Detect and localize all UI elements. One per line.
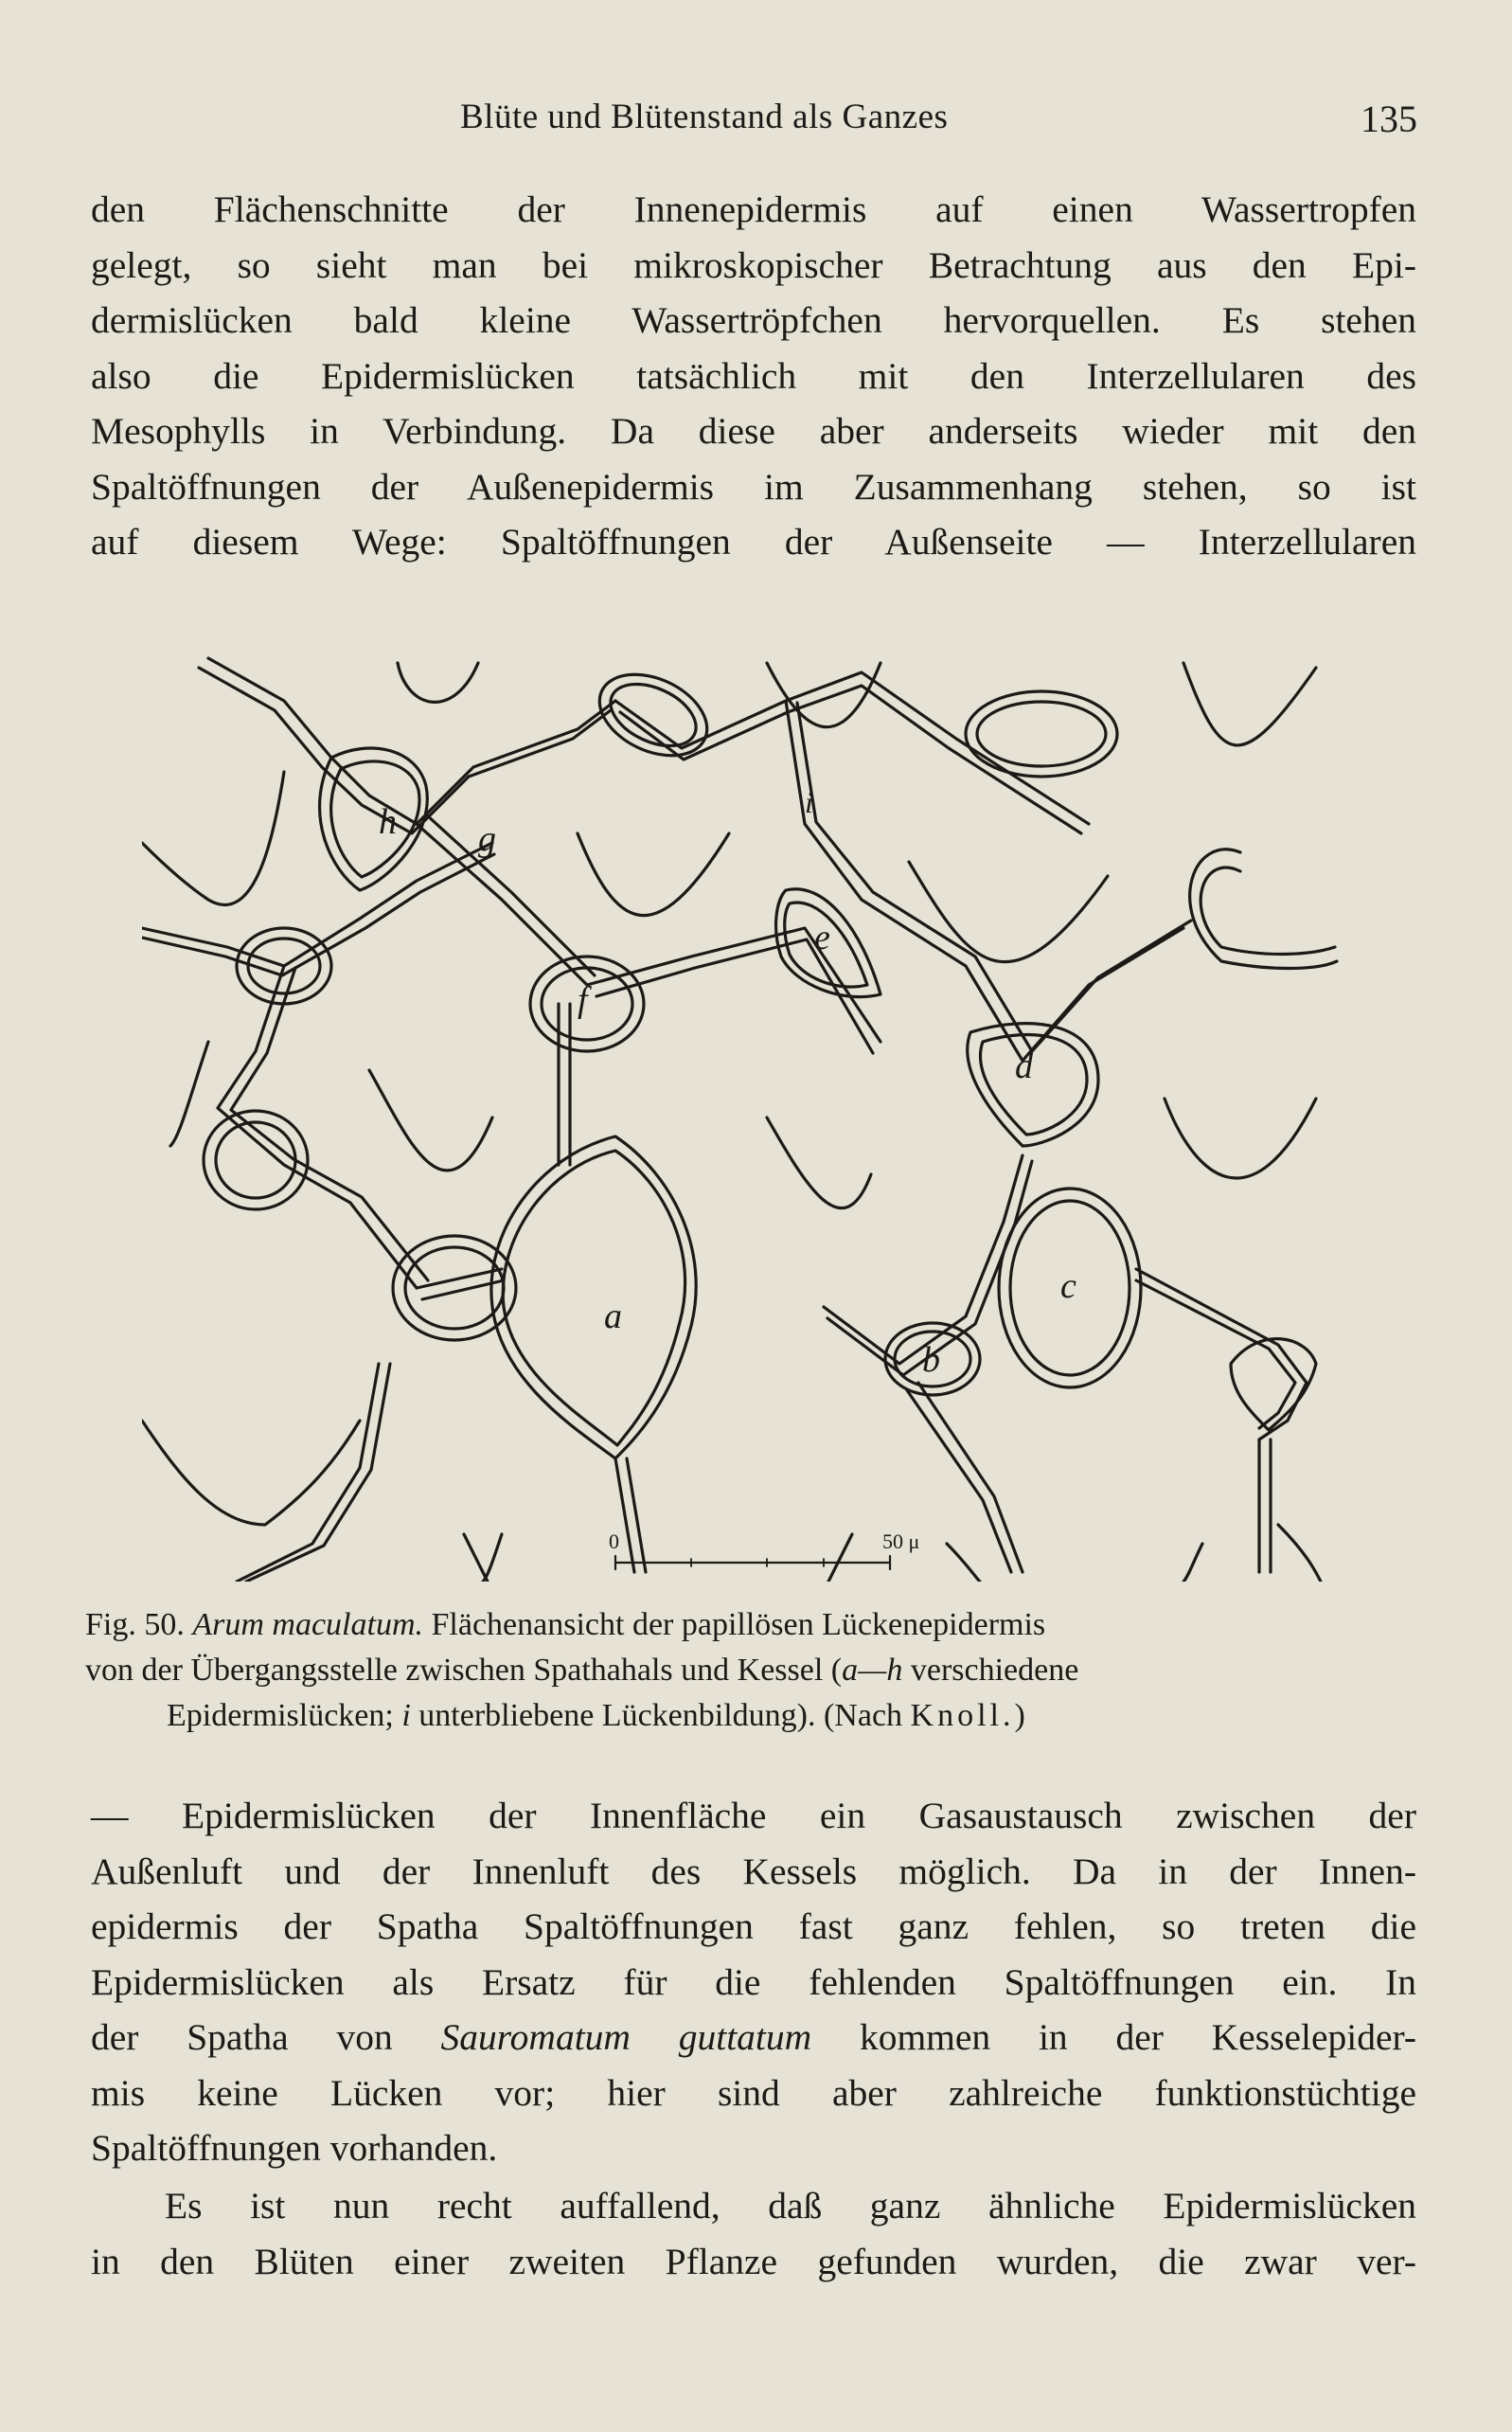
text-fragment: kommen in der Kesselepider- (859, 2016, 1417, 2058)
caption-line-1 (85, 1602, 1420, 1648)
caption-text: Epidermislücken; (167, 1698, 394, 1733)
text-line: gelegt, so sieht man bei mikroskopischer Betrachtung aus den Epi- (91, 243, 1416, 286)
species-name: Arum maculatum. (192, 1607, 424, 1642)
text-line: also die Epidermislücken tatsächlich mit den Interzellularen des (91, 354, 1416, 397)
figure-caption (85, 1602, 1420, 1739)
text-line: den Flächenschnitte der Innenepidermis auf einen Wassertropfen (91, 188, 1416, 230)
label-h: h (379, 802, 397, 842)
text-fragment: der Spatha von (91, 2016, 393, 2058)
paragraph-bottom (91, 1788, 1416, 2176)
text-line: Epidermislücken als Ersatz für die fehlenden Spaltöffnungen ein. In (91, 1960, 1416, 2003)
epidermal-gaps (204, 658, 1337, 1458)
page-header (0, 97, 1512, 153)
label-a: a (604, 1296, 622, 1336)
text-line: Spaltöffnungen der Außenepidermis im Zusammenhang stehen, so ist (91, 465, 1416, 508)
caption-text: unterbliebene Lückenbildung). (Nach (418, 1698, 903, 1733)
page-number: 135 (1361, 98, 1417, 140)
caption-range: a—h (842, 1653, 903, 1688)
caption-line-2 (85, 1648, 1420, 1693)
epidermis-illustration (142, 644, 1344, 1582)
text-line: Mesophylls in Verbindung. Da diese aber anderseits wieder mit den (91, 410, 1416, 452)
running-title: Blüte und Blütenstand als Ganzes (460, 98, 949, 136)
scale-end: 50 μ (882, 1529, 920, 1553)
label-g: g (478, 819, 496, 859)
text-line: auf diesem Wege: Spaltöffnungen der Außenseite — Interzellularen (91, 521, 1416, 563)
label-i: i (805, 785, 813, 819)
figure-50-epidermis-drawing (142, 644, 1344, 1582)
paragraph-top (91, 182, 1416, 570)
label-c: c (1060, 1266, 1076, 1306)
figure-label: Fig. 50. (85, 1607, 185, 1642)
species-name: Sauromatum guttatum (440, 2016, 812, 2058)
cell-walls (142, 658, 1307, 1582)
text-line: Außenluft und der Innenluft des Kessels möglich. Da in der Innen- (91, 1850, 1416, 1892)
caption-text: von der Übergangsstelle zwischen Spathahals und Kessel ( (85, 1653, 843, 1688)
label-f: f (578, 980, 588, 1020)
gap-labels (379, 785, 1076, 1380)
text-line: Es ist nun recht auffallend, daß ganz ähnliche Epidermislücken (165, 2185, 1416, 2226)
caption-text: verschiedene (910, 1653, 1079, 1688)
text-line: dermislücken bald kleine Wassertröpfchen hervorquellen. Es stehen (91, 299, 1416, 341)
text-line: — Epidermislücken der Innenfläche ein Gasaustausch zwischen der (91, 1795, 1416, 1836)
text-line: mis keine Lücken vor; hier sind aber zahlreiche funktionstüchtige (91, 2071, 1416, 2114)
caption-text: ) (1014, 1698, 1025, 1733)
author-name: Knoll. (910, 1698, 1015, 1733)
caption-text: Flächenansicht der papillösen Lückenepidermis (431, 1607, 1046, 1642)
paragraph-last (91, 2178, 1416, 2289)
label-e: e (814, 918, 830, 957)
text-line: in den Blüten einer zweiten Pflanze gefunden wurden, die zwar ver- (91, 2240, 1416, 2282)
label-d: d (1015, 1046, 1033, 1086)
label-b: b (922, 1340, 940, 1380)
caption-i: i (401, 1698, 411, 1733)
text-line: epidermis der Spatha Spaltöffnungen fast ganz fehlen, so treten die (91, 1905, 1416, 1947)
text-line (91, 2010, 1416, 2065)
scale-bar (609, 1529, 919, 1569)
scale-start: 0 (609, 1529, 619, 1553)
text-line: Spaltöffnungen vorhanden. (91, 2127, 498, 2169)
caption-line-3 (85, 1693, 1420, 1739)
